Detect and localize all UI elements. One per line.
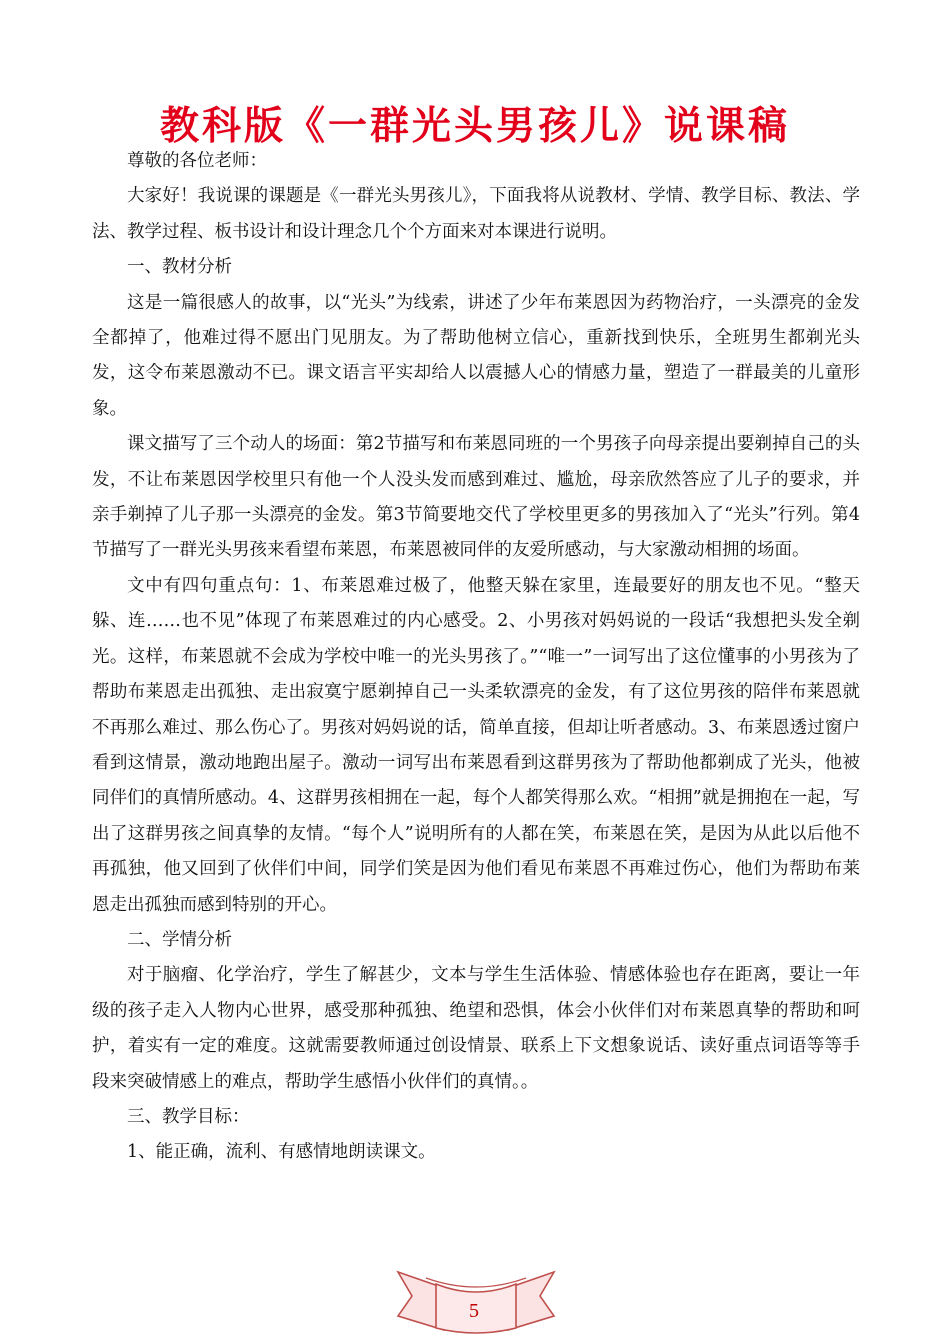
goal-item: 1、能正确，流利、有感情地朗读课文。 [127,1142,436,1163]
paragraph: 文中有四句重点句：1、布莱恩难过极了，他整天躲在家里，连最要好的朋友也不见。“整天躲、连……也不见”体现了布莱恩难过的内心感受。2、小男孩对妈妈说的一段话“我想把头发全剃光。这样，布莱恩就不会成为学校中唯一的光头男孩了。”“唯一”一词写出了这位懂事的小男孩为了帮助布莱恩走出孤独、走出寂寞宁愿剃掉自己一头柔软漂亮的金发，有了这位男孩的陪伴布莱恩就不再那么难过、那么伤心了。男孩对妈妈说的话，简单直接，但却让听者感动。3、布莱恩透过窗户看到这情景，激动地跑出屋子。激动一词写出布莱恩看到这群男孩为了帮助他都剃成了光头，他被同伴们的真情所感动。4、这群男孩相拥在一起，每个人都笑得那么欢。“相拥”就是拥抱在一起，写出了这群男孩之间真挚的友情。“每个人”说明所有的人都在笑，布莱恩在笑，是因为从此以后他不再孤独，他又回到了伙伴们中间，同学们笑是因为他们看见布莱恩不再难过伤心，他们为帮助布莱恩走出孤独而感到特别的开心。 [92,575,860,915]
document-body [92,144,860,1171]
document-title: 教科版《一群光头男孩儿》说课稿 [159,104,790,149]
paragraph: 对于脑瘤、化学治疗，学生了解甚少，文本与学生生活体验、情感体验也存在距离，要让一年级的孩子走入人物内心世界，感受那种孤独、绝望和恐惧，体会小伙伴们对布莱恩真挚的帮助和呵护，着实有一定的难度。这就需要教师通过创设情景、联系上下文想象说话、读好重点词语等等手段来突破情感上的难点，帮助学生感悟小伙伴们的真情。。 [92,965,860,1092]
paragraph: 这是一篇很感人的故事，以“光头”为线索，讲述了少年布莱恩因为药物治疗，一头漂亮的金发全都掉了，他难过得不愿出门见朋友。为了帮助他树立信心，重新找到快乐，全班男生都剃光头发，这令布莱恩激动不已。课文语言平实却给人以震撼人心的情感力量，塑造了一群最美的儿童形象。 [92,292,860,419]
section-heading-student-analysis: 二、学情分析 [127,929,232,950]
section-heading-textbook-analysis: 一、教材分析 [127,257,232,278]
intro-paragraph: 大家好！我说课的课题是《一群光头男孩儿》，下面我将从说教材、学情、教学目标、教法、学法、教学过程、板书设计和设计理念几个个方面来对本课进行说明。 [92,186,860,242]
page-number: 5 [469,1300,479,1322]
salutation: 尊敬的各位老师： [127,151,267,171]
paragraph: 课文描写了三个动人的场面：第2节描写和布莱恩同班的一个男孩子向母亲提出要剃掉自己的头发，不让布莱恩因学校里只有他一个人没头发而感到难过、尴尬，母亲欣然答应了儿子的要求，并亲手剃掉了儿子那一头漂亮的金发。第3节简要地交代了学校里更多的男孩加入了“光头”行列。第4节描写了一群光头男孩来看望布莱恩，布莱恩被同伴的友爱所感动，与大家激动相拥的场面。 [92,434,860,561]
section-heading-teaching-goals: 三、教学目标： [127,1106,250,1127]
